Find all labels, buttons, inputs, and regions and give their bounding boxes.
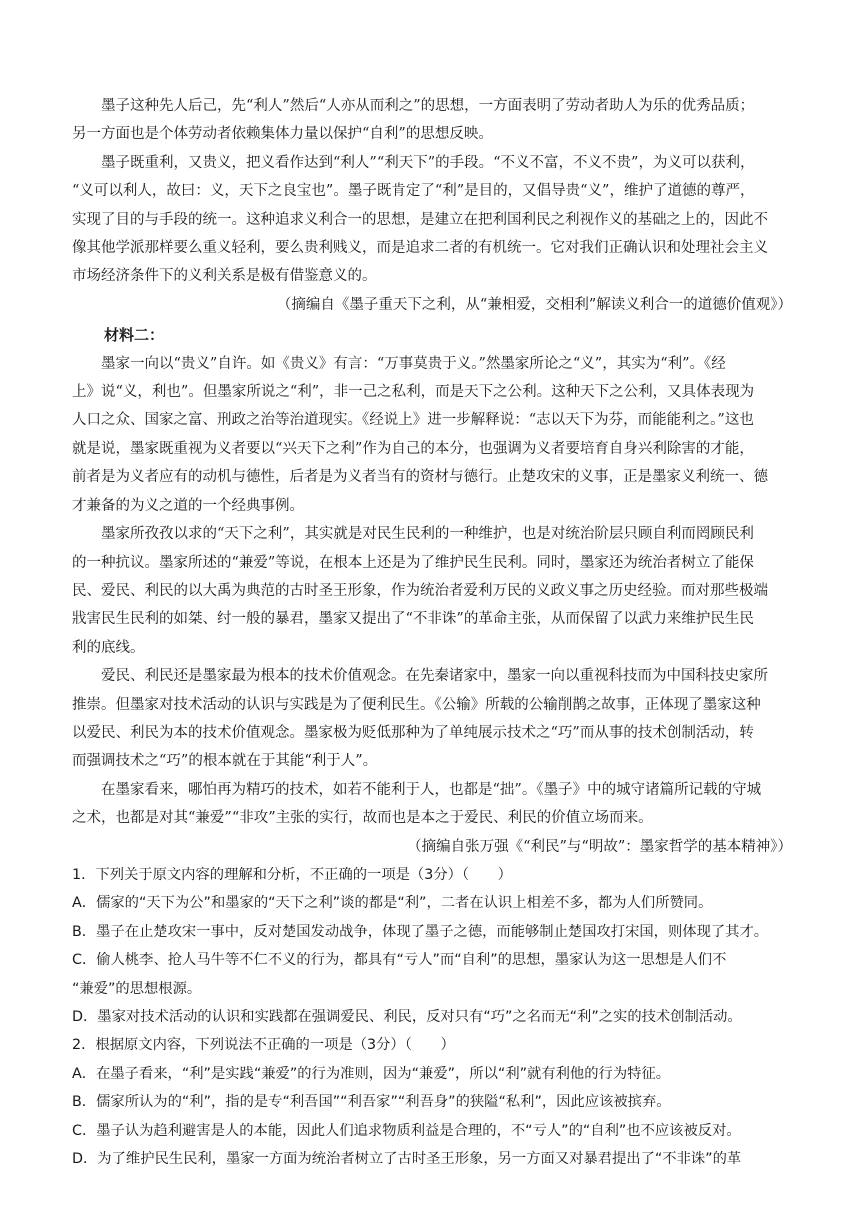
question-1 bbox=[72, 861, 792, 1031]
question-1-option-a: A．儒家的“天下为公”和墨家的“天下之利”谈的都是“利”，二者在认识上相差不多，都为人们所赞同。 bbox=[72, 895, 713, 912]
material2-paragraph-1: 墨家一向以“贵义”自许。如《贵义》有言：“万事莫贵于义。”然墨家所论之“义”，其实为“利”。《经 上》说“义，利也”。但墨家所说之“利”，非一己之私利，而是天下之公利。这种天下之公利，又具体表现为 人口之众、国家之富、刑政之治等治道现实。《经说上》进一步解释说：“志以天下为芬，而能能利之。”这也 就是说，墨家既重视为义者要以“兴天下之利”作为自己的本分，也强调为义者要培育自身兴利除害的才能， 前者是为义者应有的动机与德性，后者是为义者当有的资材与德行。止楚攻宋的义事，正是墨家义利统一、德 才兼备的为义之道的一个经典事例。 bbox=[72, 355, 768, 514]
material2-paragraph-2: 墨家所孜孜以求的“天下之利”，其实就是对民生民利的一种维护，也是对统治阶层只顾自利而罔顾民利 的一种抗议。墨家所述的“兼爱”等说，在根本上还是为了维护民生民利。同时，墨家还为统治者树立了能保 民、爱民、利民的以大禹为典范的古时圣王形象，作为统治者爱利万民的义政义事之历史经验。而对那些极端 戕害民生民利的如桀、纣一般的暴君，墨家又提出了“不非诛”的革命主张，从而保留了以武力来维护民生民 利的底线。 bbox=[72, 526, 768, 656]
material2-paragraph-3: 爱民、利民还是墨家最为根本的技术价值观念。在先秦诸家中，墨家一向以重视科技而为中国科技史家所 推崇。但墨家对技术活动的认识与实践是为了便利民生。《公输》所载的公输削鹊之故事，正体现了墨家这种 以爱民、利民为本的技术价值观念。墨家极为贬低那种为了单纯展示技术之“巧”而从事的技术创制活动，转 而强调技术之“巧”的根本就在于其能“利于人”。 bbox=[72, 668, 768, 770]
question-1-stem: 1．下列关于原文内容的理解和分析，不正确的一项是（3分）（ ） bbox=[72, 866, 512, 883]
material1-source: （摘编自《墨子重天下之利，从“兼相爱，交相利”解读义利合一的道德价值观》） bbox=[276, 296, 792, 313]
question-2-option-a: A．在墨子看来，“利”是实践“兼爱”的行为准则，因为“兼爱”，所以“利”就有利他的行为特征。 bbox=[72, 1065, 671, 1082]
question-1-option-c: C．偷人桃李、抢人马牛等不仁不义的行为，都具有“亏人”而“自利”的思想，墨家认为这一思想是人们不 “兼爱”的思想根源。 bbox=[72, 952, 727, 997]
material2-heading: 材料二： bbox=[104, 326, 165, 345]
question-2-option-b: B．儒家所认为的“利”，指的是专“利吾国”“利吾家”“利吾身”的狭隘“私利”，因此应该被摈弃。 bbox=[72, 1094, 671, 1111]
exam-page bbox=[72, 92, 792, 1173]
material2-paragraph-4: 在墨家看来，哪怕再为精巧的技术，如若不能利于人，也都是“拙”。《墨子》中的城守诸篇所记载的守城 之术，也都是对其“兼爱”“非攻”主张的实行，故而也是本之于爱民、利民的价值立场而来。 bbox=[72, 781, 762, 827]
question-1-option-d: D．墨家对技术活动的认识和实践都在强调爱民、利民，反对只有“巧”之名而无“利”之实的技术创制活动。 bbox=[72, 1009, 742, 1025]
question-2 bbox=[72, 1031, 792, 1173]
material1-paragraph-2: 墨子既重利，又贵义，把义看作达到“利人”“利天下”的手段。“不义不富，不义不贵”，为义可以获利， “义可以利人，故曰：义，天下之良宝也”。墨子既肯定了“利”是目的，又倡导贵“义”，维护了道德的尊严， 实现了目的与手段的统一。这种追求义利合一的思想，是建立在把利国利民之利视作义的基础之上的，因此不 像其他学派那样要么重义轻利，要么贵利贱义，而是追求二者的有机统一。它对我们正确认识和处理社会主义 市场经济条件下的义利关系是极有借鉴意义的。 bbox=[72, 154, 768, 285]
material2-source: （摘编自张万强《“利民”与“明故”：墨家哲学的基本精神》） bbox=[407, 838, 792, 855]
question-2-stem: 2．根据原文内容，下列说法不正确的一项是（3分）（ ） bbox=[72, 1037, 455, 1054]
question-2-option-c: C．墨子认为趋利避害是人的本能，因此人们追求物质利益是合理的，不“亏人”的“自利”也不应该被反对。 bbox=[72, 1122, 741, 1139]
question-2-option-d: D．为了维护民生民利，墨家一方面为统治者树立了古时圣王形象，另一方面又对暴君提出了“不非诛”的革 bbox=[72, 1151, 742, 1168]
question-1-option-b: B．墨子在止楚攻宋一事中，反对楚国发动战争，体现了墨子之德，而能够制止楚国攻打宋国，则体现了其才。 bbox=[72, 923, 769, 940]
material1-paragraph-1: 墨子这种先人后己，先“利人”然后“人亦从而利之”的思想，一方面表明了劳动者助人为乐的优秀品质； 另一方面也是个体劳动者依赖集体力量以保护“自利”的思想反映。 bbox=[72, 98, 755, 143]
